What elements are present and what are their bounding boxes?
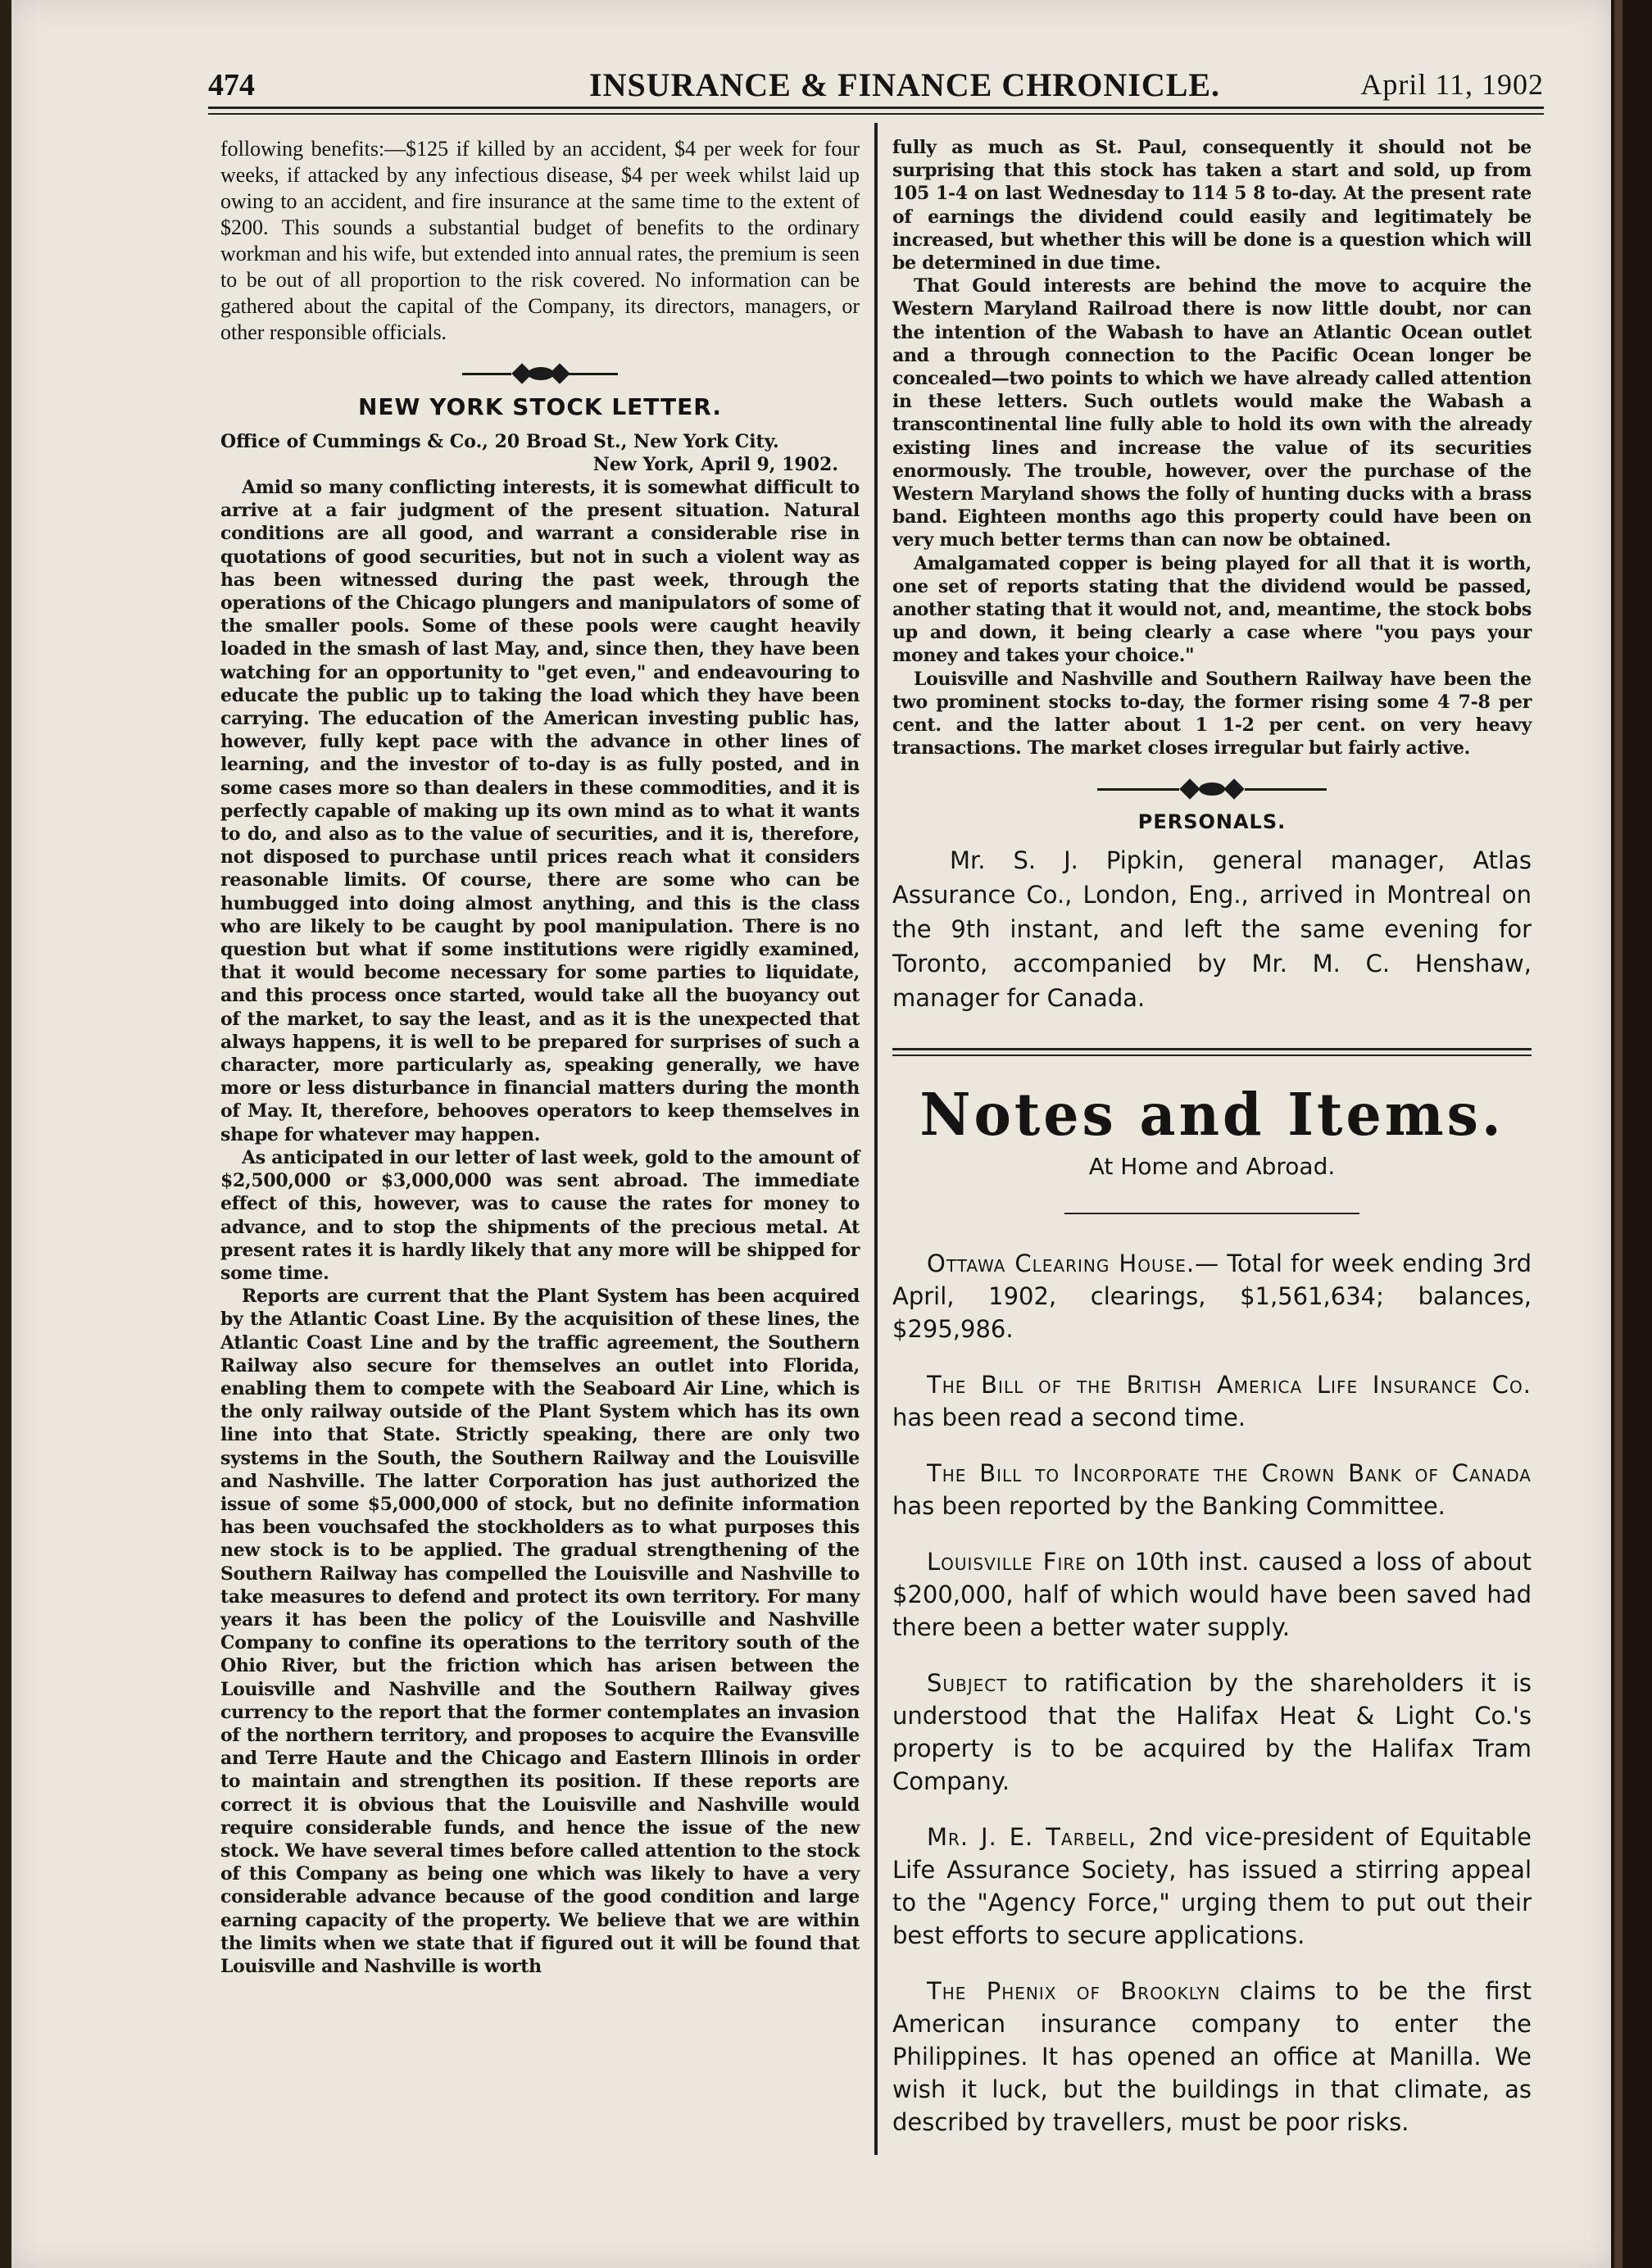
header-rule [208, 107, 1544, 109]
continued-paragraph: That Gould interests are behind the move to acquire the Western Maryland Railroad there is now little doubt, nor can the intention of the Wabash to have an Atlantic Ocean outlet and a through connection to the Pacific Ocean longer be concealed—two points to which we have already called attention in these letters. Such outlets would make the Wabash a transcontinental line fully able to hold its own with the already existing lines and increase the value of its securities enormously. The trouble, however, over the purchase of the Western Maryland shows the folly of hunting ducks with a brass band. Eighteen months ago this property could have been on very much better terms than can now be obtained. [892, 275, 1532, 551]
note-item: Louisville Fire on 10th inst. caused a loss of about $200,000, half of which would have been saved had there been a better water supply. [892, 1548, 1532, 1642]
office-line: Office of Cummings & Co., 20 Broad St., New York City. [220, 431, 779, 452]
personals-body [892, 843, 1532, 1015]
note-item: The Bill to Incorporate the Crown Bank of Canada has been reported by the Banking Committee. [892, 1459, 1532, 1521]
section-ornament [1097, 779, 1327, 799]
note-item: Ottawa Clearing House.— Total for week ending 3rd April, 1902, clearings, $1,561,634; balances, $295,986. [892, 1250, 1532, 1344]
header-rule-thin [208, 113, 1544, 115]
note-item: The Phenix of Brooklyn claims to be the first American insurance company to enter the Philippines. It has opened an office at Manilla. We wish it luck, but the buildings in that climate, as described by travellers, must be poor risks. [892, 1977, 1532, 2137]
newspaper-page [11, 0, 1611, 2268]
stock-letter-paragraph: Amid so many conflicting interests, it is somewhat difficult to arrive at a fair judgment of the present situation. Natural conditions are all good, and warrant a considerable rise in quotations of good securities, but not in such a violent way as has been witnessed during the past week, through the operations of the Chicago plungers and manipulators of some of the smaller pools. Some of these pools were caught heavily loaded in the smash of last May, and, since then, they have been watching for an opportunity to "get even," and endeavouring to educate the public up to taking the load which they have been carrying. The education of the American investing public has, however, fully kept pace with the advance in other lines of learning, and the investor of to-day is as fully posted, and in some cases more so than dealers in these commodities, and it is perfectly capable of making up its own mind as to what it wants to do, and also as to the value of securities, and it is, therefore, not disposed to purchase until prices reach what it considers reasonable limits. Of course, there are some who can be humbugged into doing almost anything, and this is the class who are likely to be caught by pool manipulation. There is no question but what if some institutions were rigidly examined, that it would become necessary for some parties to liquidate, and this process once started, would take all the buoyancy out of the market, to say the least, and as it is the unexpected that always happens, it is well to be prepared for surprises of such a character, more particularly as, speaking generally, we have more or less disturbance in financial matters during the month of May. It, therefore, behooves operators to keep themselves in shape for whatever may happen. [220, 477, 860, 1145]
issue-date: April 11, 1902 [1360, 68, 1544, 101]
continued-paragraph: Louisville and Nashville and Southern Railway have been the two prominent stocks to-day, the former rising some 4 7-8 per cent. and the latter about 1 1-2 per cent. on very heavy transactions. The market closes irregular but fairly active. [892, 668, 1532, 760]
page-number: 474 [208, 68, 255, 102]
publication-title: INSURANCE & FINANCE CHRONICLE. [589, 66, 1221, 103]
stock-letter-title: NEW YORK STOCK LETTER. [358, 393, 722, 420]
stock-letter-paragraph: As anticipated in our letter of last week, gold to the amount of $2,500,000 or $3,000,000 was sent abroad. The immediate effect of this, however, was to cause the rates for money to advance, and to stop the shipments of the precious metal. At present rates it is hardly likely that any more will be shipped for some time. [220, 1146, 860, 1284]
note-item: Mr. J. E. Tarbell, 2nd vice-president of Equitable Life Assurance Society, has issued a stirring appeal to the "Agency Force," urging them to put out their best efforts to secure applications. [892, 1823, 1532, 1950]
page-edge [1611, 0, 1652, 2268]
column-divider [874, 123, 878, 2155]
notes-title: Notes and Items. [919, 1081, 1504, 1150]
section-double-rule [892, 1048, 1532, 1059]
stock-letter-paragraph: Reports are current that the Plant System has been acquired by the Atlantic Coast Line. By the acquisition of these lines, the Atlantic Coast Line and by the traffic agreement, the Southern Railway also secure for themselves an outlet into Florida, enabling them to compete with the Seaboard Air Line, which is the only railway outside of the Plant System which has its own line into that State. Strictly speaking, there are only two systems in the South, the Southern Railway and the Louisville and Nashville. The latter Corporation has just authorized the issue of some $5,000,000 of stock, but no definite information has been vouchsafed the stockholders as to what purposes this new stock is to be applied. The gradual strengthening of the Southern Railway has compelled the Louisville and Nashville to take measures to defend and protect its own territory. For many years it has been the policy of the Louisville and Nashville Company to confine its operations to the territory south of the Ohio River, but the friction which has arisen between the Louisville and Nashville and the Southern Railway gives currency to the report that the former contemplates an invasion of the northern territory, and proposes to acquire the Evansville and Terre Haute and the Chicago and Eastern Illinois in order to maintain and strengthen its position. If these reports are correct it is obvious that the Louisville and Nashville would require considerable funds, and hence the issue of the new stock. We have several times before called attention to the stock of this Company as being one which was likely to have a very considerable advance because of the good condition and large earning capacity of the property. We believe that we are within the limits when we state that if figured out it will be found that Louisville and Nashville is worth [220, 1286, 860, 1977]
stock-letter-office [220, 430, 860, 476]
continued-paragraph: Amalgamated copper is being played for all that it is worth, one set of reports stating that the dividend would be passed, another stating that it would not, and, meantime, the stock bobs up and down, it being clearly a case where "you pays your money and takes your choice." [892, 552, 1532, 667]
right-column [892, 136, 1532, 2139]
personals-title: PERSONALS. [1137, 810, 1287, 834]
stock-letter-body [220, 476, 860, 1978]
stock-letter-continued [892, 136, 1532, 760]
personals-paragraph: Mr. S. J. Pipkin, general manager, Atlas Assurance Co., London, Eng., arrived in Montreal on the 9th instant, and left the same evening for Toronto, accompanied by Mr. M. C. Henshaw, manager for Canada. [892, 846, 1532, 1013]
dateline: New York, April 9, 1902. [592, 454, 838, 475]
notes-rule [1064, 1213, 1359, 1224]
section-ornament [462, 364, 618, 383]
notes-subtitle: At Home and Abroad. [1088, 1153, 1336, 1181]
intro-paragraph: following benefits:—$125 if killed by an accident, $4 per week for four weeks, if attacked by any infectious disease, $4 per week whilst laid up owing to an accident, and fire insurance at the same time to the extent of $200. This sounds a substantial budget of benefits to the ordinary workman and his wife, but extended into annual rates, the premium is seen to be out of all proportion to the risk covered. No information can be gathered about the capital of the Company, its directors, managers, or other responsible officials. [220, 137, 860, 344]
note-item: Subject to ratification by the shareholders it is understood that the Halifax Heat & Light Co.'s property is to be acquired by the Halifax Tram Company. [892, 1669, 1532, 1796]
left-column [220, 136, 860, 1978]
notes-list [892, 1247, 1532, 2139]
page-header [208, 57, 1544, 107]
note-item: The Bill of the British America Life Insurance Co. has been read a second time. [892, 1371, 1532, 1432]
continued-paragraph: fully as much as St. Paul, consequently it should not be surprising that this stock has taken a start and sold, up from 105 1-4 on last Wednesday to 114 5 8 to-day. At the present rate of earnings the dividend could easily and legitimately be increased, but whether this will be done is a question which will be determined in due time. [892, 137, 1532, 274]
